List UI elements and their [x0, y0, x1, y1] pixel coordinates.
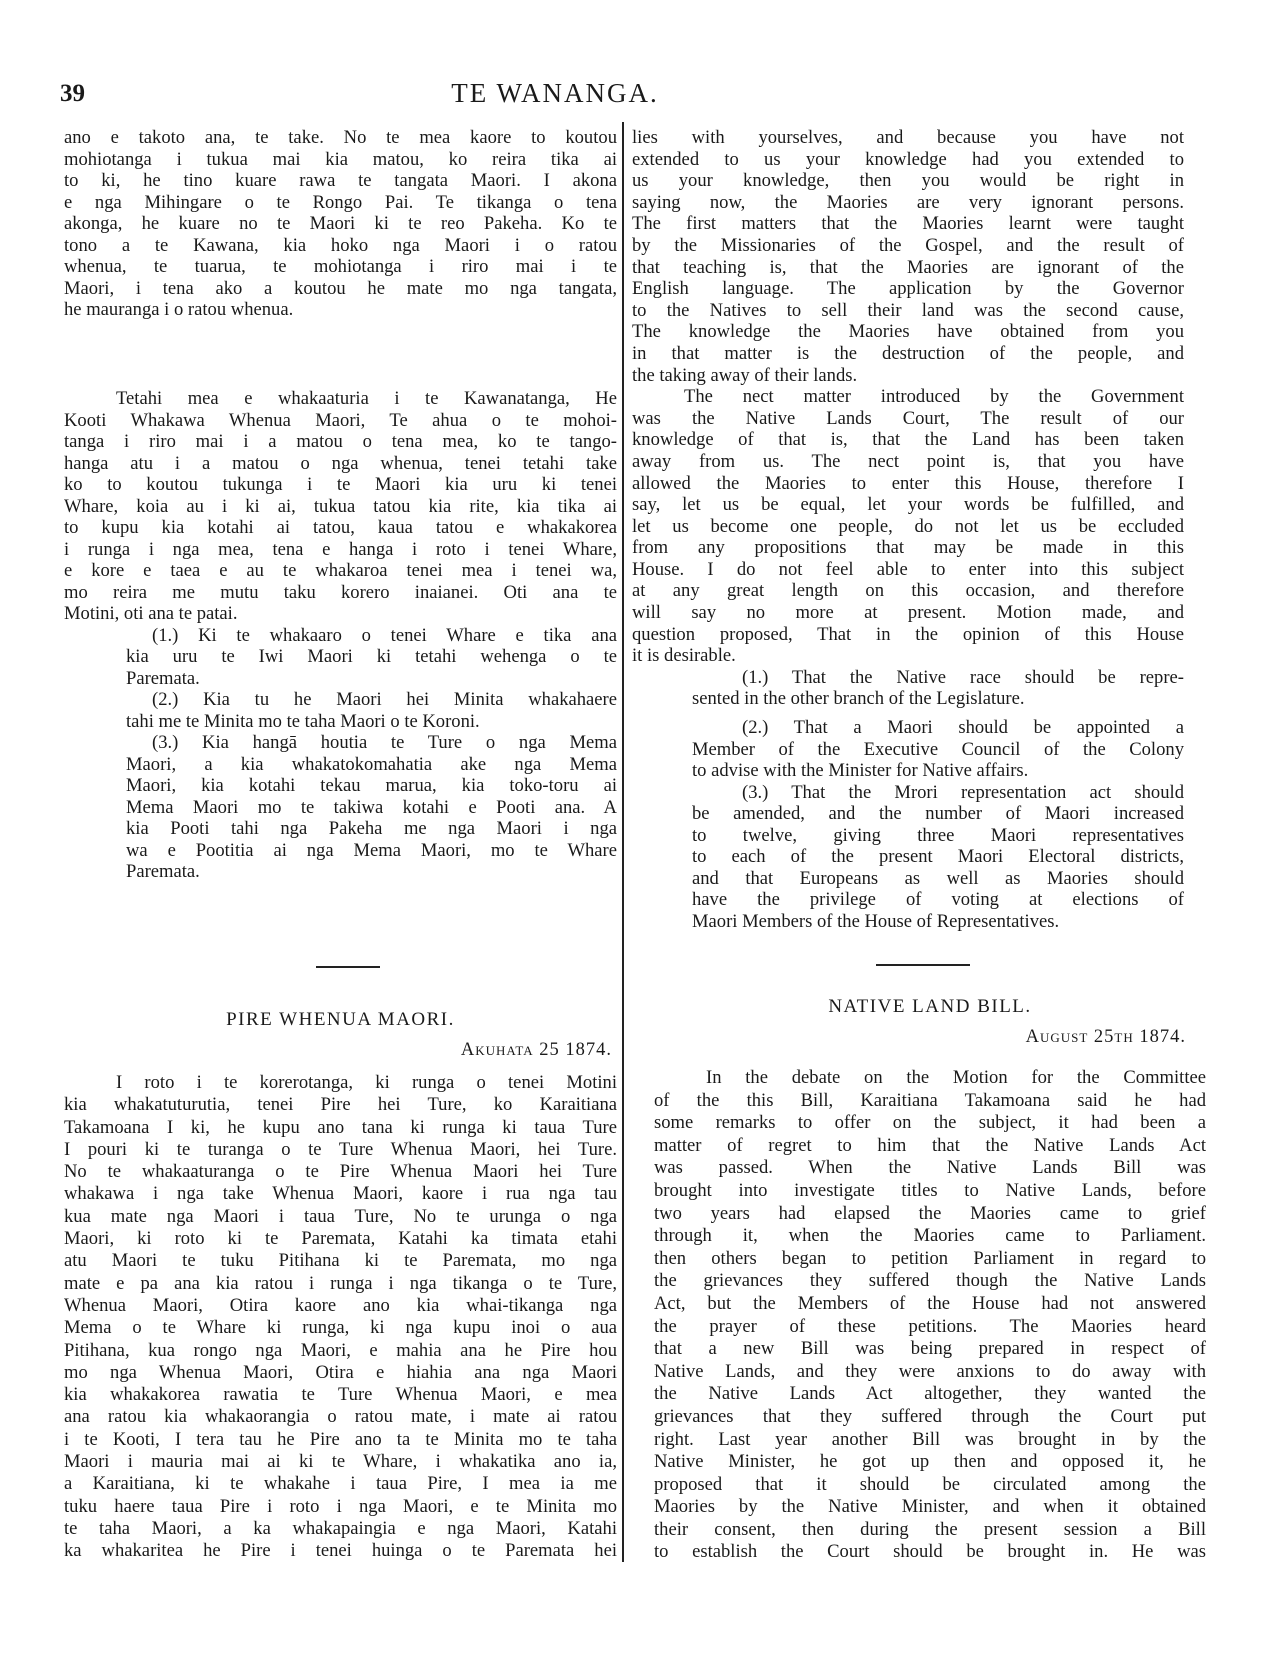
motion-item [632, 717, 1184, 782]
paragraph [654, 1067, 1206, 1564]
text-line: (1.) Ki te whakaaro o tenei Whare e tika ana [152, 624, 617, 646]
text-line: e nga Mihingare o te Rongo Pai. Te tikanga o tena [64, 191, 617, 213]
text-line: akonga, he kuare no te Maori ki te reo Pakeha. Ko te [64, 213, 617, 234]
text-line: to establish the Court should be brought in. He was [654, 1541, 1206, 1563]
text-line: (3.) Kia hangā houtia te Ture o nga Mema [152, 732, 617, 753]
text-line: then others began to petition Parliament in regard to [654, 1247, 1206, 1269]
text-line: whenua, te tuarua, te mohiotanga i riro mai i te [64, 256, 617, 277]
text-line: whakawa i nga take Whenua Maori, kaore i rua nga tau [64, 1183, 617, 1205]
text-line: ano e takoto ana, te take. No te mea kaore to koutou [64, 127, 617, 148]
text-line: right. Last year another Bill was brought in by the [654, 1428, 1206, 1450]
text-line: at any great length on this occasion, and therefore [632, 580, 1184, 602]
text-line: Act, but the Members of the House had not answered [654, 1292, 1206, 1314]
text-line: some remarks to offer on the subject, it had been a [654, 1112, 1206, 1134]
text-line: Whare, koia au i ki ai, tukua tatou kia rite, kia tika ai [64, 495, 617, 517]
motion-item [64, 732, 617, 883]
text-line: mo reira me mutu taku korero inaianei. Oti ana te [64, 581, 617, 603]
text-line: English language. The application by the Governor [632, 278, 1184, 300]
text-line: tuku haere taua Pire i roto i nga Maori, e te Minita mo [64, 1495, 617, 1517]
text-line: was the Native Lands Court, The result of our [632, 407, 1184, 429]
text-line: away from us. The nect point is, that you have [632, 450, 1184, 472]
text-line: Maori, i tena ako a koutou he mate mo nga tangata, [64, 277, 617, 299]
motion-english [632, 717, 1184, 932]
text-line: ana ratou kia whakaorangia o ratou mate, i mate ai ratou [64, 1406, 617, 1428]
text-line: from any propositions that may be made in this [632, 537, 1184, 559]
text-line: sented in the other branch of the Legislature. [692, 688, 1025, 710]
text-line: in that matter is the destruction of the people, and [632, 342, 1184, 364]
text-line: by the Missionaries of the Gospel, and the result of [632, 234, 1184, 256]
text-line: the prayer of these petitions. The Maories heard [654, 1315, 1206, 1337]
text-line: Maori Members of the House of Representatives. [692, 910, 1060, 932]
text-line: (1.) That the Native race should be repre- [742, 666, 1184, 688]
text-line: Pitihana, kua rongo nga Maori, e mahia ana he Pire hou [64, 1339, 617, 1361]
text-line: that a new Bill was being prepared in respect of [654, 1338, 1206, 1360]
text-line: and that Europeans as well as Maories should [692, 867, 1184, 889]
text-line: to the Natives to sell their land was the second cause, [632, 299, 1184, 321]
text-line: their consent, then during the present session a Bill [654, 1518, 1206, 1540]
motion-item [632, 667, 1184, 710]
text-line: Takamoana I ki, he kupu ano tana ki runga ki taua Ture [64, 1116, 617, 1138]
text-line: have the privilege of voting at elections of [692, 889, 1184, 910]
text-line: te taha Maori, a ka whakapaingia e nga Maori, Katahi [64, 1517, 617, 1539]
text-line: e kore e taea e au te whakaroa tenei mea i tenei wa, [64, 560, 617, 581]
text-line: Maories by the Native Minister, and when it obtained [654, 1496, 1206, 1518]
paragraph [632, 386, 1184, 667]
text-line: proposed that it should be circulated among the [654, 1473, 1206, 1495]
text-line: (2.) Kia tu he Maori hei Minita whakahaere [152, 689, 617, 710]
paragraph [64, 388, 617, 625]
text-line: it is desirable. [632, 645, 736, 667]
text-line: tono a te Kawana, kia hoko nga Maori i o ratou [64, 234, 617, 256]
motion-item [64, 689, 617, 732]
text-line: knowledge of that is, that the Land has been taken [632, 429, 1184, 451]
text-line: lies with yourselves, and because you have not [632, 127, 1184, 148]
motion-item [64, 625, 617, 690]
text-line: Whenua Maori, Otira kaore ano kia whai-tikanga nga [64, 1294, 617, 1316]
text-line: atu Maori te tuku Pitihana ki te Paremata, mo nga [64, 1250, 617, 1272]
motion-maori [64, 388, 617, 883]
text-line: hanga atu i a matou o nga whenua, tenei tetahi take [64, 452, 617, 474]
text-line: tanga i riro mai i a matou o tena mea, ko te tango- [64, 431, 617, 452]
text-line: the taking away of their lands. [632, 364, 858, 386]
text-line: mate e pa ana kia ratou i runga i nga tikanga o te Ture, [64, 1272, 617, 1294]
text-line: Mema Maori mo te takiwa kotahi e Pooti ana. A [126, 796, 617, 818]
text-line: a Karaitiana, ki te whakahe i taua Pire, I mea ia me [64, 1473, 617, 1495]
text-line: In the debate on the Motion for the Committee [706, 1067, 1206, 1088]
text-line: that teaching is, that the Maories are ignorant of the [632, 256, 1184, 278]
text-line: the grievances they suffered though the Native Lands [654, 1270, 1206, 1292]
text-line: saying now, the Maories are very ignorant persons. [632, 191, 1184, 213]
text-line: mo nga Whenua Maori, Otira e hiahia ana nga Maori [64, 1361, 617, 1383]
column-divider [622, 122, 624, 1562]
text-line: kia whakatuturutia, tenei Pire hei Ture, ko Karaitiana [64, 1094, 617, 1116]
text-line: grievances that they suffered through the Court put [654, 1405, 1206, 1427]
section-divider [316, 966, 380, 968]
text-line: No te whakaaturanga o te Pire Whenua Maori hei Ture [64, 1161, 617, 1183]
text-line: Member of the Executive Council of the Colony [692, 738, 1184, 760]
article-body-maori [64, 1072, 617, 1563]
text-line: of the this Bill, Karaitiana Takamoana said he had [654, 1089, 1206, 1111]
article-title: PIRE WHENUA MAORI. [226, 1009, 455, 1030]
text-line: Maori i mauria mai ai ki te Whare, i whakatika ano ia, [64, 1451, 617, 1473]
text-line: will say no more at present. Motion made, and [632, 602, 1184, 624]
text-line: to advise with the Minister for Native affairs. [692, 760, 1029, 781]
text-line: Maori, a kia whakatokomahatia ake nga Mema [126, 753, 617, 775]
text-line: (3.) That the Mrori representation act should [742, 781, 1184, 803]
paragraph [632, 127, 1184, 386]
text-line: The nect matter introduced by the Government [684, 386, 1184, 408]
text-line: he mauranga i o ratou whenua. [64, 299, 294, 320]
text-line: Maori, kia kotahi tekau marua, kia toko-toru ai [126, 775, 617, 796]
text-line: wa e Pootitia ai nga Mema Maori, mo te Whare [126, 839, 617, 861]
text-line: matter of regret to him that the Native Lands Act [654, 1134, 1206, 1156]
text-line: kia Pooti tahi nga Pakeha me nga Maori i nga [126, 818, 617, 839]
text-line: Motini, oti ana te patai. [64, 603, 238, 624]
text-line: let us become one people, do not let us be eccluded [632, 515, 1184, 537]
text-line: the Native Lands Act altogether, they wanted the [654, 1383, 1206, 1405]
article-title: NATIVE LAND BILL. [828, 996, 1032, 1017]
text-line: question proposed, That in the opinion of this House [632, 623, 1184, 645]
article-body-english [654, 1067, 1206, 1564]
text-line: i runga i nga mea, tena e hanga i roto i tenei Whare, [64, 538, 617, 560]
text-line: ka whakaritea he Pire i tenei huinga o te Paremata hei [64, 1540, 617, 1562]
left-column-top [64, 127, 617, 321]
text-line: The first matters that the Maories learnt were taught [632, 213, 1184, 235]
text-line: Native Minister, he got up then and opposed it, he [654, 1451, 1206, 1473]
text-line: to ki, he tino kuare rawa te tangata Maori. I akona [64, 170, 617, 191]
text-line: i te Kooti, I tera tau he Pire ano ta te Minita mo te taha [64, 1428, 617, 1450]
text-line: I pouri ki te turanga o te Ture Whenua Maori, hei Ture. [64, 1138, 617, 1160]
text-line: Mema o te Whare ki runga, ki nga kupu inoi o aua [64, 1317, 617, 1339]
text-line: to twelve, giving three Maori representatives [692, 824, 1184, 846]
text-line: kua mate nga Maori i taua Ture, No te urunga o nga [64, 1205, 617, 1227]
text-line: I roto i te korerotanga, ki runga o tenei Motini [116, 1072, 617, 1093]
text-line: extended to us your knowledge had you extended to [632, 148, 1184, 170]
text-line: tahi me te Minita mo te taha Maori o te Koroni. [126, 710, 480, 732]
text-line: Tetahi mea e whakaaturia i te Kawanatanga, He [116, 388, 617, 409]
text-line: Maori, ki roto ki te Paremata, Katahi ka timata etahi [64, 1228, 617, 1250]
text-line: be amended, and the number of Maori increased [692, 803, 1184, 824]
text-line: Kooti Whakawa Whenua Maori, Te ahua o te mohoi- [64, 409, 617, 431]
text-line: ko to koutou tukunga i te Maori kia uru ki tenei [64, 474, 617, 495]
paragraph [64, 1072, 617, 1563]
text-line: brought into investigate titles to Native Lands, before [654, 1179, 1206, 1201]
article-date: Akuhata 25 1874. [460, 1040, 612, 1060]
right-column-top [632, 127, 1184, 710]
motion-item [632, 782, 1184, 933]
text-line: kia whakakorea rawatia te Ture Whenua Maori, e mea [64, 1384, 617, 1406]
text-line: Native Lands, and they were anxions to do away with [654, 1360, 1206, 1382]
text-line: two years had elapsed the Maories came to grief [654, 1202, 1206, 1224]
text-line: The knowledge the Maories have obtained from you [632, 321, 1184, 343]
text-line: to kupu kia kotahi ai tatou, kaua tatou e whakakorea [64, 517, 617, 538]
text-line: Paremata. [126, 861, 200, 882]
text-line: kia uru te Iwi Maori ki tetahi wehenga o te [126, 646, 617, 667]
newspaper-title: TE WANANGA. [451, 78, 659, 108]
article-date: August 25th 1874. [1025, 1027, 1186, 1047]
text-line: House. I do not feel able to enter into this subject [632, 558, 1184, 580]
text-line: was passed. When the Native Lands Bill was [654, 1157, 1206, 1179]
page-number: 39 [60, 80, 85, 107]
paragraph [64, 127, 617, 321]
text-line: to each of the present Maori Electoral districts, [692, 846, 1184, 867]
text-line: us your knowledge, then you would be right in [632, 170, 1184, 192]
text-line: (2.) That a Maori should be appointed a [742, 717, 1184, 738]
section-divider [876, 964, 970, 966]
text-line: allowed the Maories to enter this House, therefore I [632, 472, 1184, 494]
text-line: Paremata. [126, 667, 200, 689]
text-line: through it, when the Maories came to Parliament. [654, 1225, 1206, 1247]
text-line: mohiotanga i tukua mai kia matou, ko reira tika ai [64, 148, 617, 170]
text-line: say, let us be equal, let your words be fulfilled, and [632, 494, 1184, 516]
